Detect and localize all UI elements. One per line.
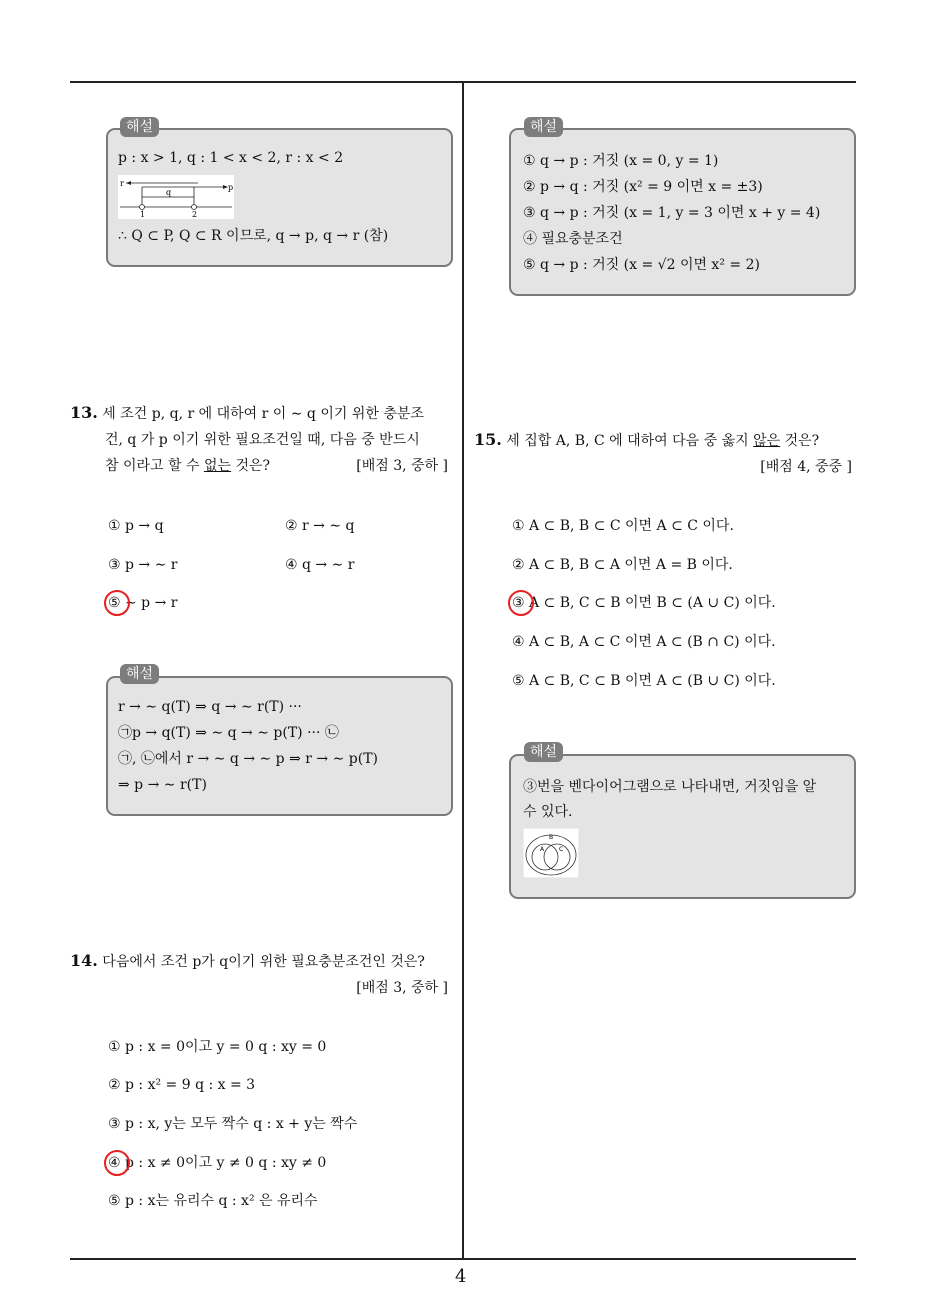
diagram-tick-2: 2 <box>192 210 198 219</box>
venn-a-label: A <box>540 846 545 853</box>
solution-line: 수 있다. <box>523 804 573 820</box>
column-divider <box>462 83 464 1260</box>
option-1[interactable]: ① p → q <box>108 518 164 534</box>
option-5[interactable]: ⑤ p : x는 유리수 q : x² 은 유리수 <box>108 1193 318 1209</box>
score-label: [배점 3, 중하 ] <box>356 458 448 474</box>
score-label: [배점 3, 중하 ] <box>356 980 448 996</box>
option-4[interactable]: ④ q → ∼ r <box>285 557 355 573</box>
solution-box-15 <box>509 754 856 899</box>
solution-line: ② p → q : 거짓 (x² = 9 이면 x = ±3) <box>523 179 763 195</box>
solution-box-14 <box>509 128 856 296</box>
solution-line: ㉠, ㉡에서 r → ∼ q → ∼ p ⇒ r → ∼ p(T) <box>118 751 378 767</box>
question-number: 13. <box>70 403 98 422</box>
solution-line: p : x > 1, q : 1 < x < 2, r : x < 2 <box>118 150 344 166</box>
number-line-diagram <box>118 175 234 219</box>
bottom-rule <box>70 1258 856 1260</box>
venn-b-label: B <box>549 834 554 841</box>
solution-line: ∴ Q ⊂ P, Q ⊂ R 이므로, q → p, q → r (참) <box>118 228 389 244</box>
solution-line: ⇒ p → ∼ r(T) <box>118 777 207 793</box>
question-text-line: 다음에서 조건 p가 q이기 위한 필요충분조건인 것은? <box>102 954 425 970</box>
solution-line: r → ∼ q(T) ⇒ q → ∼ r(T) ··· <box>118 699 302 715</box>
answer-mark-circle <box>104 590 130 616</box>
underlined-word: 않은 <box>753 433 781 449</box>
question-text-line: 세 집합 A, B, C 에 대하여 다음 중 옳지 <box>506 433 754 449</box>
option-1[interactable]: ① A ⊂ B, B ⊂ C 이면 A ⊂ C 이다. <box>512 518 734 534</box>
venn-c-label: C <box>559 846 564 853</box>
question-text-line: 것은? <box>231 458 271 474</box>
option-3[interactable]: ③ p : x, y는 모두 짝수 q : x + y는 짝수 <box>108 1116 358 1132</box>
diagram-p-label: p <box>228 183 234 192</box>
question-15 <box>474 427 860 480</box>
diagram-r-label: r <box>120 179 124 188</box>
diagram-q-label: q <box>166 188 172 197</box>
answer-mark-circle <box>508 590 534 616</box>
underlined-word: 없는 <box>203 458 232 474</box>
question-14 <box>70 948 456 1001</box>
solution-tag: 해설 <box>524 117 563 137</box>
option-2[interactable]: ② A ⊂ B, B ⊂ A 이면 A = B 이다. <box>512 557 733 573</box>
option-5[interactable]: ⑤ ∼ p → r <box>108 595 178 611</box>
question-13 <box>70 400 456 479</box>
solution-line: ③ q → p : 거짓 (x = 1, y = 3 이면 x + y = 4) <box>523 205 821 221</box>
page-number: 4 <box>455 1266 467 1287</box>
option-2[interactable]: ② r → ∼ q <box>285 518 355 534</box>
question-text-line: 세 조건 p, q, r 에 대하여 r 이 ∼ q 이기 위한 충분조 <box>102 406 424 422</box>
score-label: [배점 4, 중중 ] <box>760 459 852 475</box>
solution-box-12 <box>106 128 453 267</box>
option-4[interactable]: ④ A ⊂ B, A ⊂ C 이면 A ⊂ (B ∩ C) 이다. <box>512 634 776 650</box>
solution-line: ① q → p : 거짓 (x = 0, y = 1) <box>523 153 719 169</box>
option-3[interactable]: ③ p → ∼ r <box>108 557 178 573</box>
solution-box-13 <box>106 676 453 816</box>
venn-diagram <box>523 828 579 878</box>
solution-tag: 해설 <box>524 742 563 762</box>
solution-tag: 해설 <box>120 117 159 137</box>
solution-tag: 해설 <box>120 664 159 684</box>
question-text-line: 참 이라고 할 수 <box>105 458 204 474</box>
diagram-tick-1: 1 <box>140 210 146 219</box>
solution-line: ④ 필요충분조건 <box>523 231 623 247</box>
option-1[interactable]: ① p : x = 0이고 y = 0 q : xy = 0 <box>108 1039 327 1055</box>
question-text-line: 건, q 가 p 이기 위한 필요조건일 때, 다음 중 반드시 <box>105 432 420 448</box>
question-number: 15. <box>474 430 502 449</box>
solution-line: ⑤ q → p : 거짓 (x = √2 이면 x² = 2) <box>523 257 760 273</box>
option-3[interactable]: ③ A ⊂ B, C ⊂ B 이면 B ⊂ (A ∪ C) 이다. <box>512 595 776 611</box>
option-4[interactable]: ④ p : x ≠ 0이고 y ≠ 0 q : xy ≠ 0 <box>108 1155 327 1171</box>
answer-mark-circle <box>104 1150 130 1176</box>
option-5[interactable]: ⑤ A ⊂ B, C ⊂ B 이면 A ⊂ (B ∪ C) 이다. <box>512 673 776 689</box>
solution-line: ㉠p → q(T) ⇒ ∼ q → ∼ p(T) ··· ㉡ <box>118 725 339 741</box>
question-number: 14. <box>70 951 98 970</box>
solution-line: ③번을 벤다이어그램으로 나타내면, 거짓임을 알 <box>523 779 817 795</box>
question-text-line: 것은? <box>780 433 820 449</box>
option-2[interactable]: ② p : x² = 9 q : x = 3 <box>108 1077 256 1093</box>
